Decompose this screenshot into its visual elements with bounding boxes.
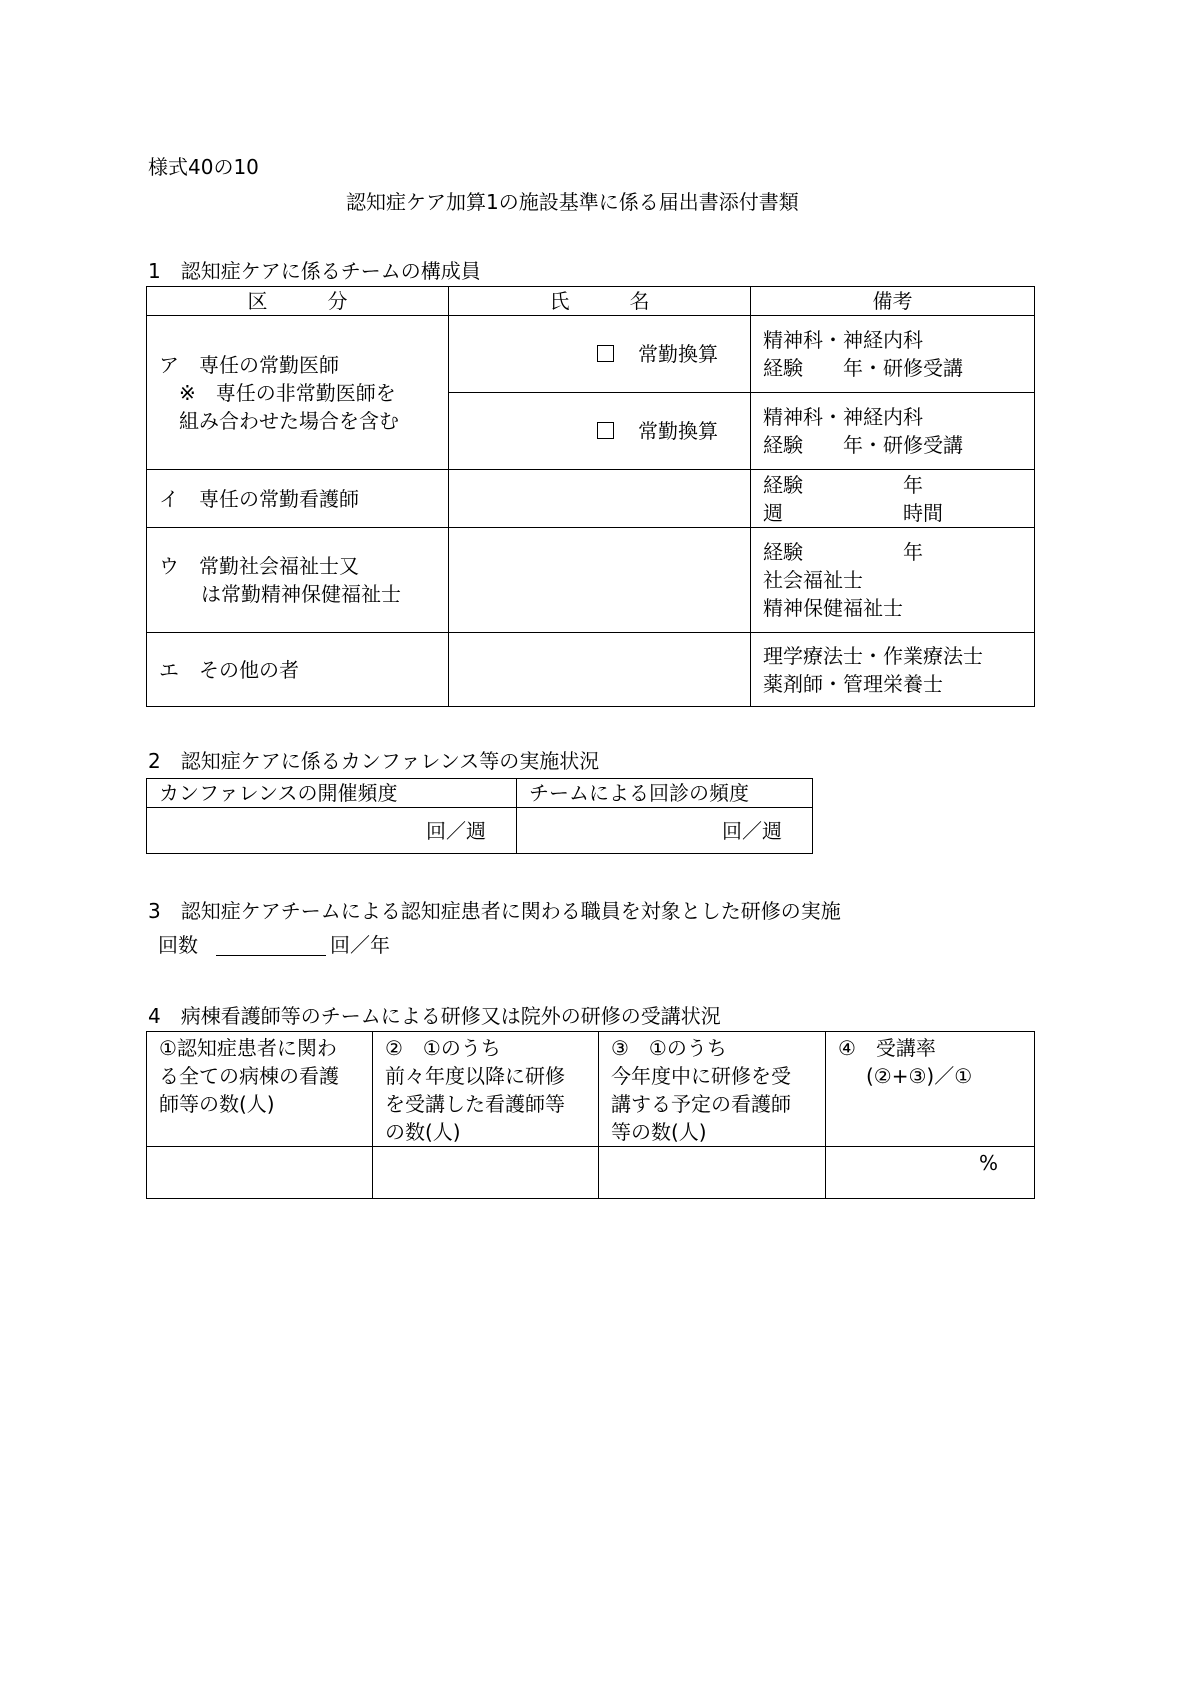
value-col2[interactable]	[373, 1147, 599, 1199]
row-u-label-line1: ウ 常勤社会福祉士又	[159, 554, 359, 578]
training-count-unit: 回／年	[330, 933, 390, 957]
training-count-label: 回数	[158, 933, 198, 957]
note-line: 薬剤師・管理栄養士	[763, 671, 943, 696]
header-notes: 備考	[751, 287, 1035, 316]
table-row	[147, 633, 1035, 707]
row-a-label-line1: ア 専任の常勤医師	[159, 352, 339, 377]
header-line: を受講した看護師等	[385, 1092, 565, 1116]
table-row	[147, 470, 1035, 528]
training-status-table	[146, 1031, 1035, 1199]
section1-heading: 1 認知症ケアに係るチームの構成員	[148, 259, 481, 283]
note-line: 経験 年	[763, 472, 923, 497]
row-a-name-cell-2[interactable]	[449, 393, 751, 470]
header-line: ③ ①のうち	[611, 1036, 727, 1060]
header-col3	[599, 1032, 826, 1147]
value-col3[interactable]	[599, 1147, 826, 1199]
header-col2	[373, 1032, 599, 1147]
header-line: の数(人)	[385, 1120, 461, 1144]
value-col4-percent[interactable]: %	[826, 1147, 1035, 1199]
row-u-label-line2: は常勤精神保健福祉士	[201, 582, 401, 606]
note-line: 経験 年・研修受講	[763, 356, 963, 380]
team-members-table	[146, 286, 1035, 707]
header-line: 前々年度以降に研修	[385, 1064, 565, 1088]
note-line: 理学療法士・作業療法士	[763, 643, 983, 668]
section3-heading: 3 認知症ケアチームによる認知症患者に関わる職員を対象とした研修の実施	[148, 899, 841, 923]
note-line: 経験 年・研修受講	[763, 433, 963, 457]
section2-heading: 2 認知症ケアに係るカンファレンス等の実施状況	[148, 749, 600, 773]
table-row	[147, 808, 813, 854]
row-a-name-cell-1[interactable]	[449, 316, 751, 393]
row-a-label-line2: ※ 専任の非常勤医師を	[179, 380, 396, 405]
note-line: 精神保健福祉士	[763, 596, 903, 620]
header-line: る全ての病棟の看護	[159, 1064, 339, 1088]
row-u-name-cell[interactable]	[449, 528, 751, 633]
note-line: 経験 年	[763, 540, 923, 564]
header-category: 区 分	[147, 287, 449, 316]
row-a-note-2	[751, 393, 1035, 470]
header-line: 等の数(人)	[611, 1120, 707, 1144]
table-header-row	[147, 1032, 1035, 1147]
header-rounds-frequency: チームによる回診の頻度	[517, 779, 813, 808]
checkbox-label: 常勤換算	[638, 419, 718, 443]
row-e-note	[751, 633, 1035, 707]
header-line: ①認知症患者に関わ	[159, 1036, 337, 1060]
checkbox-icon[interactable]	[597, 422, 614, 439]
training-count-field[interactable]	[216, 935, 326, 956]
note-line: 精神科・神経内科	[763, 328, 923, 352]
row-a-note-1	[751, 316, 1035, 393]
header-conference-frequency: カンファレンスの開催頻度	[147, 779, 517, 808]
row-e-label: エ その他の者	[147, 633, 449, 707]
table-row	[147, 528, 1035, 633]
header-col1	[147, 1032, 373, 1147]
table-header-row	[147, 779, 813, 808]
rounds-frequency-value[interactable]: 回／週	[517, 808, 813, 854]
value-col1[interactable]	[147, 1147, 373, 1199]
row-e-name-cell[interactable]	[449, 633, 751, 707]
header-col4	[826, 1032, 1035, 1147]
row-i-note	[751, 470, 1035, 528]
row-i-name-cell[interactable]	[449, 470, 751, 528]
row-a-label-line3: 組み合わせた場合を含む	[179, 408, 399, 433]
header-line: (②+③)／①	[866, 1064, 973, 1088]
conference-table	[146, 778, 813, 854]
row-i-label: イ 専任の常勤看護師	[147, 470, 449, 528]
note-line: 週 時間	[763, 500, 943, 525]
training-count	[158, 932, 390, 958]
section4-heading: 4 病棟看護師等のチームによる研修又は院外の研修の受講状況	[148, 1004, 721, 1028]
form-number: 様式40の10	[148, 155, 259, 179]
header-line: ④ 受講率	[838, 1036, 936, 1060]
note-line: 精神科・神経内科	[763, 405, 923, 429]
note-line: 社会福祉士	[763, 568, 863, 592]
table-row	[147, 1147, 1035, 1199]
row-u-label	[147, 528, 449, 633]
checkbox-label: 常勤換算	[638, 342, 718, 366]
header-line: 今年度中に研修を受	[611, 1064, 791, 1088]
header-line: 師等の数(人)	[159, 1092, 275, 1116]
header-name: 氏 名	[449, 287, 751, 316]
row-a-label	[147, 316, 449, 470]
header-line: 講する予定の看護師	[611, 1092, 791, 1116]
row-u-note	[751, 528, 1035, 633]
header-line: ② ①のうち	[385, 1036, 501, 1060]
table-header-row	[147, 287, 1035, 316]
table-row	[147, 316, 1035, 393]
page-title: 認知症ケア加算1の施設基準に係る届出書添付書類	[346, 190, 799, 214]
checkbox-icon[interactable]	[597, 345, 614, 362]
conference-frequency-value[interactable]: 回／週	[147, 808, 517, 854]
